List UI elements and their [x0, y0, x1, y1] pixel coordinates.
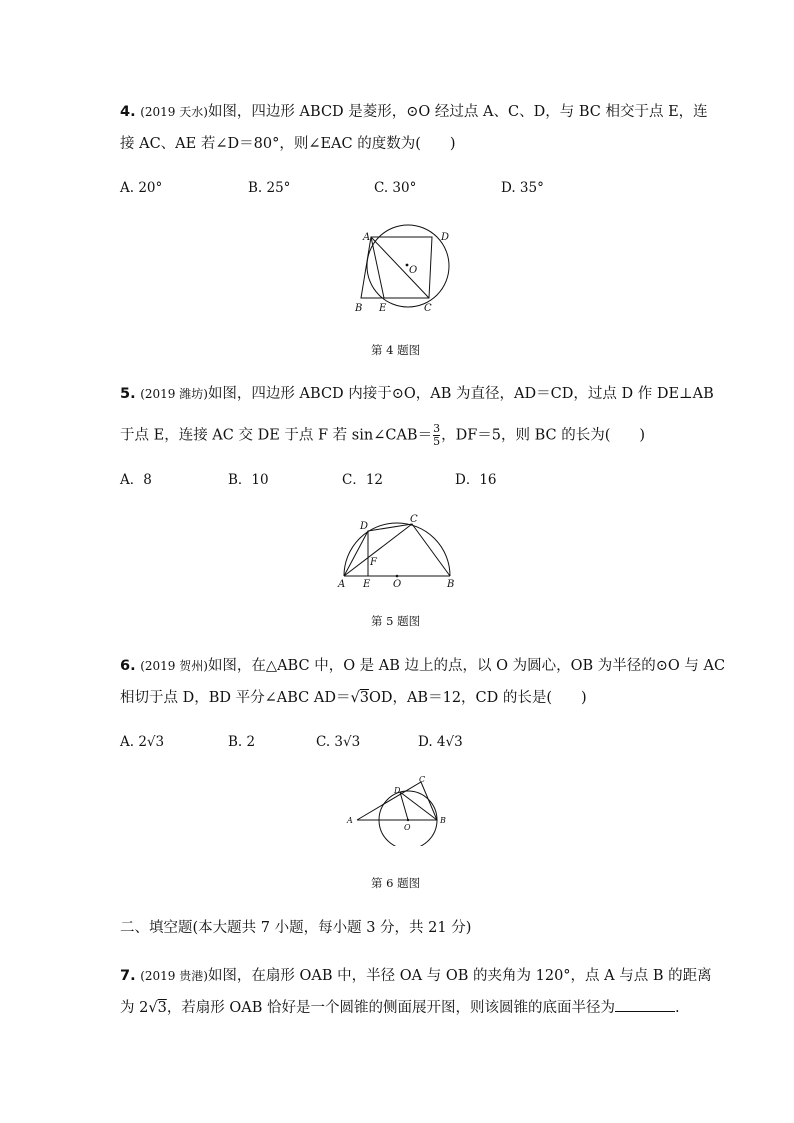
- q5-label-e: E: [363, 579, 371, 590]
- q4-line-1: 4. (2019 天水)如图，四边形 ABCD 是菱形，⊙O 经过点 A、C、D，与 BC 相交于点 E，连: [120, 104, 708, 120]
- q6-caption: 第 6 题图: [371, 876, 421, 890]
- q4-line-2: [120, 134, 456, 154]
- q6-label-d: D: [394, 786, 401, 795]
- q7-line-2: [120, 997, 680, 1018]
- q4-source: (2019 天水): [140, 105, 208, 119]
- q5-option-b: B．10: [228, 472, 269, 488]
- q6-text-2b: OD，AB＝12，CD 的长是( ): [368, 690, 587, 706]
- q4-number: 4: [120, 104, 131, 120]
- q5-label-f: F: [370, 557, 377, 568]
- q5-option-a: A．8: [120, 472, 152, 488]
- q4-label-d: D: [441, 232, 450, 243]
- q4-option-c: C. 30°: [374, 180, 417, 196]
- q6-option-c: C. 3√3: [316, 734, 361, 750]
- q6-line-1: 6. (2019 贺州)如图，在△ABC 中，O 是 AB 边上的点，以 O 为圆心，OB 为半径的⊙O 与 AC: [120, 658, 726, 674]
- q5-fraction: [433, 423, 440, 448]
- q7-answer-blank[interactable]: [615, 997, 675, 1012]
- q5-label-b: B: [447, 579, 455, 590]
- section-2-heading: 二、填空题(本大题共 7 小题，每小题 3 分，共 21 分): [120, 920, 472, 936]
- q4-option-b: B. 25°: [248, 180, 291, 196]
- q5-center-dot: [396, 575, 399, 578]
- q6-text-1: 如图，在△ABC 中，O 是 AB 边上的点，以 O 为圆心，OB 为半径的⊙O 与 AC: [207, 658, 726, 674]
- q6-figure: [342, 772, 454, 846]
- q7-radicand: 3: [157, 1000, 167, 1016]
- q7-line-1: 7. (2019 贵港)如图，在扇形 OAB 中，半径 OA 与 OB 的夹角为 120°，点 A 与点 B 的距离: [120, 968, 712, 984]
- q4-option-a: A. 20°: [120, 180, 163, 196]
- q7-number: 7: [120, 968, 131, 984]
- q5-text-1: 如图，四边形 ABCD 内接于⊙O，AB 为直径，AD＝CD，过点 D 作 DE⊥AB: [207, 386, 714, 402]
- q6-option-a: A. 2√3: [120, 734, 165, 750]
- q4-text-2: 接 AC、AE 若∠D＝80°，则∠EAC 的度数为( ): [120, 136, 456, 152]
- q5-line-ac: [344, 524, 412, 576]
- q6-option-b: B. 2: [228, 734, 256, 750]
- q5-number: 5: [120, 386, 131, 402]
- q5-label-a: A: [338, 579, 346, 590]
- q6-label-o: O: [404, 823, 411, 832]
- q5-text-2b: ，DF＝5，则 BC 的长为( ): [441, 427, 646, 444]
- q6-line-od: [400, 792, 408, 820]
- q6-label-c: C: [419, 775, 426, 784]
- q4-center-dot: [406, 264, 409, 267]
- q6-text-2a: 相切于点 D，BD 平分∠ABC AD＝√: [120, 690, 360, 706]
- q5-source: (2019 潍坊): [140, 387, 208, 401]
- q6-line-2: [120, 688, 587, 708]
- q5-figure: [335, 510, 461, 592]
- q6-option-d: D. 4√3: [418, 734, 463, 750]
- q4-caption: 第 4 题图: [371, 343, 421, 357]
- q6-number: 6: [120, 658, 131, 674]
- q4-label-b: B: [355, 303, 363, 314]
- q4-label-e: E: [379, 303, 387, 314]
- q6-radicand: 3: [359, 690, 369, 706]
- q7-source: (2019 贵港): [140, 969, 208, 983]
- q4-label-a: A: [363, 232, 371, 243]
- q7-text-1: 如图，在扇形 OAB 中，半径 OA 与 OB 的夹角为 120°，点 A 与点 B 的距离: [207, 968, 712, 984]
- q4-figure: [352, 222, 456, 316]
- q5-line-2: [120, 423, 645, 448]
- q7-text-end: .: [675, 1000, 680, 1016]
- q5-line-1: 5. (2019 潍坊)如图，四边形 ABCD 内接于⊙O，AB 为直径，AD＝CD，过点 D 作 DE⊥AB: [120, 386, 714, 402]
- q6-source: (2019 贺州): [140, 659, 208, 673]
- q4-option-d: D. 35°: [501, 180, 544, 196]
- q4-label-c: C: [424, 303, 432, 314]
- q7-text-2b: ，若扇形 OAB 恰好是一个圆锥的侧面展开图，则该圆锥的底面半径为: [166, 1000, 616, 1016]
- q6-label-a: A: [347, 816, 353, 825]
- q5-caption: 第 5 题图: [371, 614, 421, 628]
- q5-label-c: C: [410, 514, 418, 525]
- q5-label-d: D: [360, 521, 369, 532]
- q5-frac-den: 5: [433, 435, 441, 448]
- q5-text-2a: 于点 E，连接 AC 交 DE 于点 F 若 sin∠CAB＝: [120, 427, 433, 444]
- q4-label-o: O: [409, 265, 418, 276]
- q4-line-ac: [371, 237, 429, 298]
- q5-frac-num: 3: [433, 422, 441, 435]
- q5-option-c: C．12: [342, 472, 384, 488]
- q6-center-dot: [407, 819, 409, 821]
- q7-text-2a: 为 2√: [120, 1000, 158, 1016]
- q5-option-d: D．16: [455, 472, 497, 488]
- q4-text-1: 如图，四边形 ABCD 是菱形，⊙O 经过点 A、C、D，与 BC 相交于点 E，连: [207, 104, 708, 120]
- q4-line-ae: [371, 237, 384, 298]
- q6-label-b: B: [440, 816, 446, 825]
- q5-label-o: O: [393, 579, 402, 590]
